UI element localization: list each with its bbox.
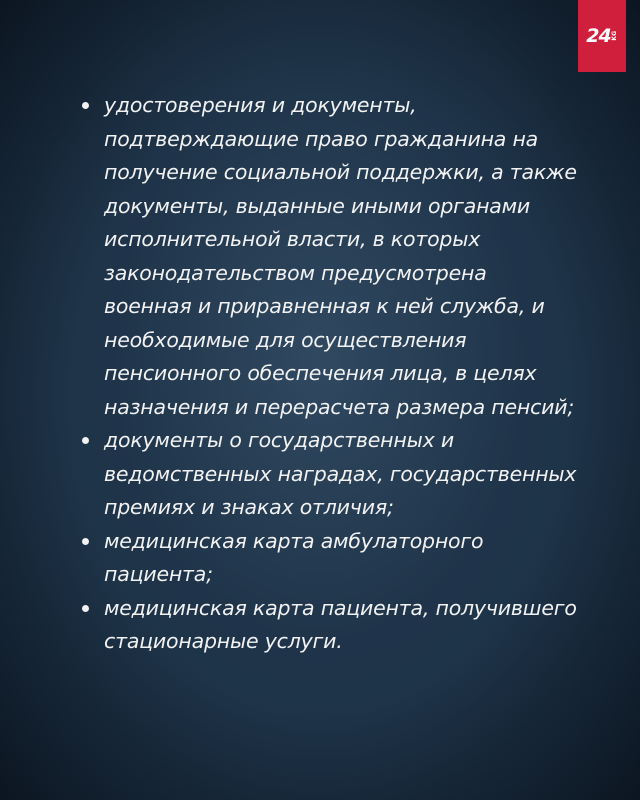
list-item	[80, 424, 580, 525]
list-item	[80, 89, 580, 424]
bullet-icon	[82, 437, 89, 444]
list-item-text: удостоверения и документы, подтверждающие право гражданина на получение социальной поддержки, а также документы, выданные иными органами исполнительной власти, в которых законодательством предусмотрена военная и приравненная к ней служба, и необходимые для осуществления пенсионного обеспечения лица, в целях назначения и перерасчета размера пенсий;	[104, 93, 577, 419]
list-item-text: медицинская карта пациента, получившего стационарные услуги.	[104, 595, 577, 653]
list-item	[80, 592, 580, 659]
bullet-icon	[82, 538, 89, 545]
list-item-text: медицинская карта амбулаторного пациента;	[104, 528, 484, 586]
document-list-panel	[80, 89, 580, 659]
document-list	[80, 89, 580, 659]
brand-logo	[578, 0, 626, 72]
list-item-text: документы о государственных и ведомственных наградах, государственных премиях и знаках отличия;	[104, 428, 577, 519]
bullet-icon	[82, 605, 89, 612]
logo-sub: KG	[610, 31, 618, 41]
list-item	[80, 525, 580, 592]
logo-mark: 24	[586, 24, 611, 47]
bullet-icon	[82, 102, 89, 109]
